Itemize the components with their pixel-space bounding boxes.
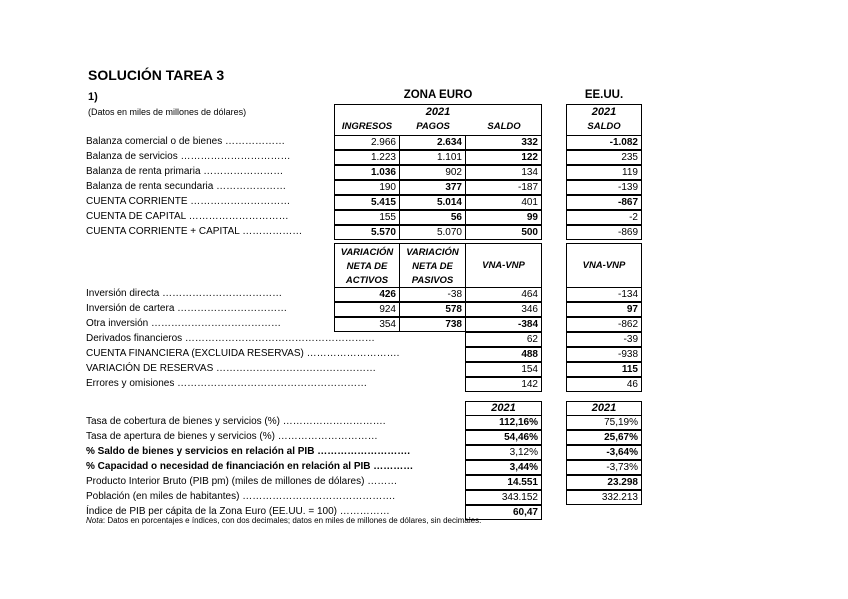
- cell-zona-euro: 3,12%: [465, 445, 542, 460]
- cell-var-act: 354: [334, 317, 400, 332]
- cell-zona-euro: 112,16%: [465, 415, 542, 430]
- cell-vna-us: -862: [566, 317, 642, 332]
- cell-eeuu: -3,73%: [566, 460, 642, 475]
- cell-vna-us: 115: [566, 362, 642, 377]
- row-label-df: Derivados financieros …………………………………………………: [86, 333, 375, 344]
- cell-vna: 62: [465, 332, 542, 347]
- cell-zona-euro: 14.551: [465, 475, 542, 490]
- row-label-ipc: Índice de PIB per cápita de la Zona Euro (EE.UU. = 100) ……………: [86, 506, 390, 517]
- cell-zona-euro: 3,44%: [465, 460, 542, 475]
- cell-vna-us: -39: [566, 332, 642, 347]
- year-label: 2021: [425, 106, 451, 118]
- cell-vna-us: 97: [566, 302, 642, 317]
- row-label-ic: Inversión de cartera ……………………………: [86, 303, 288, 314]
- cell-vna: 154: [465, 362, 542, 377]
- cell-pagos: 902: [399, 165, 466, 180]
- row-label-vr: VARIACIÓN DE RESERVAS …………………………………………: [86, 363, 377, 374]
- cell-pagos: 377: [399, 180, 466, 195]
- cell-ingresos: 5.570: [334, 225, 400, 240]
- cell-saldo: -187: [465, 180, 542, 195]
- var-act-l3: ACTIVOS: [345, 275, 389, 286]
- footnote: [86, 516, 481, 525]
- cell-pagos: 2.634: [399, 135, 466, 150]
- page-title: SOLUCIÓN TAREA 3: [88, 67, 225, 83]
- var-pas-label: [399, 246, 466, 288]
- section-number: 1): [88, 91, 98, 103]
- cell-saldo-us: -139: [566, 180, 642, 195]
- cell-eeuu: 75,19%: [566, 415, 642, 430]
- cell-ingresos: 5.415: [334, 195, 400, 210]
- cell-ingresos: 2.966: [334, 135, 400, 150]
- row-label-pob: Población (en miles de habitantes) ……………………………………….: [86, 491, 395, 502]
- var-pas-l1: VARIACIÓN: [406, 247, 459, 258]
- var-act-l1: VARIACIÓN: [340, 247, 394, 258]
- row-label-cc: CUENTA CORRIENTE …………………………: [86, 196, 291, 207]
- year-label-us: 2021: [591, 106, 617, 118]
- footnote-label: Nota: [86, 516, 103, 525]
- footnote-text: : Datos en porcentajes e índices, con dos decimales; datos en miles de millones de dólares, sin decimales.: [102, 516, 482, 525]
- cell-ingresos: 155: [334, 210, 400, 225]
- var-pas-l2: NETA DE: [412, 261, 453, 272]
- cell-var-pas: -38: [399, 287, 466, 302]
- row-label-eo: Errores y omisiones …………………………………………………: [86, 378, 368, 389]
- cell-zona-euro: 54,46%: [465, 430, 542, 445]
- row-label-brp: Balanza de renta primaria ……………………: [86, 166, 284, 177]
- cell-vna: 464: [465, 287, 542, 302]
- cell-var-pas: 578: [399, 302, 466, 317]
- cell-pagos: 5.070: [399, 225, 466, 240]
- row-label-ta: Tasa de apertura de bienes y servicios (%) …………………………: [86, 431, 378, 442]
- var-act-label: [334, 246, 400, 288]
- cell-zona-euro: 343.152: [465, 490, 542, 505]
- cell-var-act: 426: [334, 287, 400, 302]
- cell-saldo-us: -1.082: [566, 135, 642, 150]
- col-saldo-us: SALDO: [587, 121, 621, 132]
- cell-eeuu: 25,67%: [566, 430, 642, 445]
- row-label-bc: Balanza comercial o de bienes ………………: [86, 136, 285, 147]
- cell-saldo-us: -2: [566, 210, 642, 225]
- zona-euro-header: ZONA EURO: [403, 89, 473, 101]
- row-label-oi: Otra inversión …………………………………: [86, 318, 282, 329]
- row-label-brs: Balanza de renta secundaria …………………: [86, 181, 287, 192]
- cell-vna: -384: [465, 317, 542, 332]
- row-label-sb: % Saldo de bienes y servicios en relación al PIB ……………………….: [86, 446, 410, 457]
- cell-ingresos: 1.036: [334, 165, 400, 180]
- cell-saldo-us: -867: [566, 195, 642, 210]
- cell-saldo-us: 119: [566, 165, 642, 180]
- cell-saldo-us: -869: [566, 225, 642, 240]
- row-label-tc: Tasa de cobertura de bienes y servicios (%) ………………………….: [86, 416, 386, 427]
- vna-us-label: VNA-VNP: [582, 260, 626, 271]
- cell-saldo: 134: [465, 165, 542, 180]
- row-label-id: Inversión directa ………………………………: [86, 288, 283, 299]
- cell-eeuu: -3,64%: [566, 445, 642, 460]
- cell-vna-us: 46: [566, 377, 642, 392]
- cell-saldo-us: 235: [566, 150, 642, 165]
- cell-var-act: 924: [334, 302, 400, 317]
- cell-zona-euro: 60,47: [465, 505, 542, 520]
- units-note: (Datos en miles de millones de dólares): [88, 107, 247, 117]
- cell-saldo: 401: [465, 195, 542, 210]
- cell-vna: 346: [465, 302, 542, 317]
- ze-year-2021: 2021: [491, 402, 516, 414]
- cell-ingresos: 1.223: [334, 150, 400, 165]
- var-pas-l3: PASIVOS: [411, 275, 454, 286]
- row-label-ck: CUENTA DE CAPITAL …………………………: [86, 211, 289, 222]
- var-act-l2: NETA DE: [346, 261, 388, 272]
- us-year-2021: 2021: [591, 402, 617, 414]
- cell-pagos: 5.014: [399, 195, 466, 210]
- eeuu-header: EE.UU.: [584, 89, 624, 101]
- vna-label: VNA-VNP: [482, 260, 525, 271]
- cell-eeuu: 332.213: [566, 490, 642, 505]
- cell-pagos: 56: [399, 210, 466, 225]
- cell-vna-us: -938: [566, 347, 642, 362]
- row-label-cck: CUENTA CORRIENTE + CAPITAL ………………: [86, 226, 303, 237]
- cell-saldo: 500: [465, 225, 542, 240]
- row-label-pib: Producto Interior Bruto (PIB pm) (miles de millones de dólares) ………: [86, 476, 398, 487]
- cell-saldo: 332: [465, 135, 542, 150]
- cell-vna: 142: [465, 377, 542, 392]
- row-label-cn: % Capacidad o necesidad de financiación en relación al PIB …………: [86, 461, 414, 472]
- cell-var-pas: 738: [399, 317, 466, 332]
- col-pagos: PAGOS: [416, 121, 450, 132]
- col-saldo: SALDO: [487, 121, 521, 132]
- col-ingresos: INGRESOS: [341, 121, 393, 132]
- row-label-cf: CUENTA FINANCIERA (EXCLUIDA RESERVAS) ……………………….: [86, 348, 400, 359]
- cell-pagos: 1.101: [399, 150, 466, 165]
- cell-vna: 488: [465, 347, 542, 362]
- cell-saldo: 122: [465, 150, 542, 165]
- cell-saldo: 99: [465, 210, 542, 225]
- cell-ingresos: 190: [334, 180, 400, 195]
- row-label-bs: Balanza de servicios ……………………………: [86, 151, 291, 162]
- cell-vna-us: -134: [566, 287, 642, 302]
- cell-eeuu: 23.298: [566, 475, 642, 490]
